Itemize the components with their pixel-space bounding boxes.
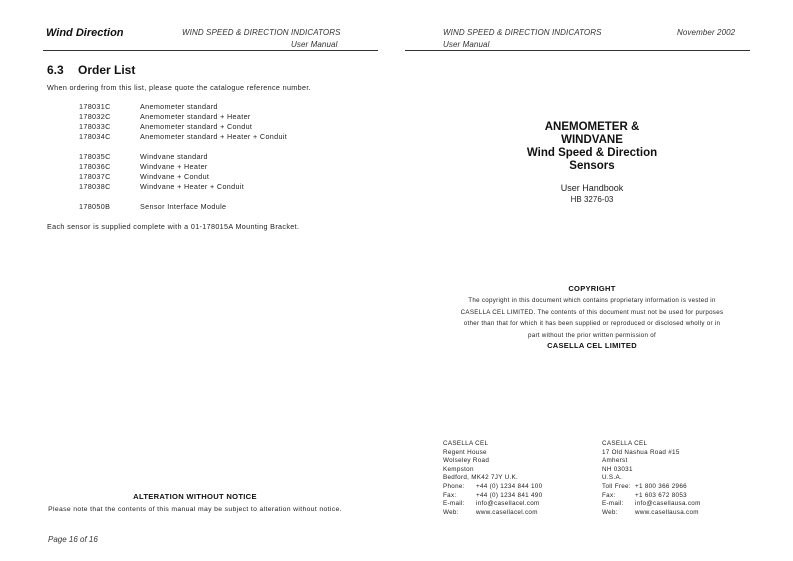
bracket-note: Each sensor is supplied complete with a 01-178015A Mounting Bracket.: [47, 222, 300, 231]
contact-label: Phone:: [443, 482, 465, 490]
right-header-sub: User Manual: [443, 40, 490, 49]
address-line: Bedford, MK42 7JY U.K.: [443, 474, 519, 482]
copyright-line-3: other than that for which it has been supplied or reproduced or disclosed wholly or in: [463, 320, 721, 328]
contact-row: [443, 509, 542, 518]
contact-label: Toll Free:: [602, 482, 631, 490]
catalogue-code: 178034C: [79, 132, 111, 141]
product-description: Anemometer standard + Heater + Conduit: [140, 132, 288, 141]
product-description: Windvane + Heater + Conduit: [140, 182, 245, 191]
contact-row: [443, 483, 542, 492]
copyright-line-1: The copyright in this document which contains proprietary information is vested in: [468, 297, 716, 304]
section-number: 6.3: [47, 63, 64, 77]
handbook-label: User Handbook: [560, 183, 624, 193]
catalogue-code: 178050B: [79, 202, 111, 211]
right-header-rule: [405, 50, 750, 51]
order-row: [79, 172, 379, 182]
title-line-2: WINDVANE: [561, 134, 623, 146]
address-line: Regent House: [443, 448, 487, 456]
left-header-title: Wind Direction: [46, 27, 124, 39]
order-intro: When ordering from this list, please quote the catalogue reference number.: [47, 83, 312, 92]
contact-value: www.casellausa.com: [635, 508, 699, 516]
contact-value: info@casellacel.com: [476, 500, 540, 508]
contact-row: [602, 500, 701, 509]
right-header-date: November 2002: [677, 28, 736, 37]
catalogue-code: 178033C: [79, 122, 111, 131]
contact-value: +44 (0) 1234 844 100: [476, 482, 543, 490]
copyright-title: COPYRIGHT: [568, 284, 616, 293]
copyright-line-2: CASELLA CEL LIMITED. The contents of this document must not be used for purposes: [460, 308, 724, 316]
copyright-owner: CASELLA CEL LIMITED: [547, 340, 637, 350]
title-line-1: ANEMOMETER &: [544, 121, 640, 133]
contact-value: +44 (0) 1234 841 490: [476, 491, 543, 499]
page-number: Page 16 of 16: [48, 535, 98, 544]
product-description: Sensor Interface Module: [140, 202, 227, 211]
alteration-title: ALTERATION WITHOUT NOTICE: [133, 492, 257, 501]
title-line-4: Sensors: [569, 160, 615, 172]
order-row: [79, 102, 379, 112]
catalogue-code: 178031C: [79, 102, 111, 111]
alteration-text: Please note that the contents of this manual may be subject to alteration without notice.: [48, 506, 342, 513]
order-row: [79, 122, 379, 132]
product-description: Anemometer standard + Heater: [140, 112, 251, 121]
address-line: CASELLA CEL: [602, 440, 648, 447]
left-header-doc: WIND SPEED & DIRECTION INDICATORS: [182, 28, 341, 37]
left-header-rule: [43, 50, 378, 51]
right-header-doc: WIND SPEED & DIRECTION INDICATORS: [443, 28, 602, 37]
contact-row: [443, 492, 542, 501]
contact-label: E-mail:: [602, 500, 624, 508]
order-row: [79, 152, 379, 162]
order-group-gap: [79, 192, 379, 202]
contact-row: [602, 509, 701, 518]
copyright-line-4: part without the prior written permission of: [527, 332, 657, 340]
contact-label: Fax:: [602, 491, 616, 499]
catalogue-code: 178038C: [79, 182, 111, 191]
contact-label: E-mail:: [443, 500, 465, 508]
catalogue-code: 178037C: [79, 172, 111, 181]
section-title: Order List: [78, 63, 136, 77]
title-line-3: Wind Speed & Direction: [526, 147, 658, 159]
address-uk: [443, 440, 542, 517]
address-us: [602, 440, 701, 517]
document-title: [432, 121, 752, 206]
contact-value: +1 603 672 8053: [635, 491, 687, 499]
order-row: [79, 112, 379, 122]
handbook-ref: HB 3276-03: [570, 195, 614, 204]
address-line: 17 Old Nashua Road #15: [602, 448, 680, 456]
contact-value: info@casellausa.com: [635, 500, 701, 508]
address-line: U.S.A.: [602, 474, 622, 482]
contact-row: [602, 492, 701, 501]
contact-label: Web:: [602, 508, 618, 516]
copyright-block: [432, 284, 752, 350]
contact-row: [443, 500, 542, 509]
catalogue-code: 178036C: [79, 162, 111, 171]
address-line: NH 03031: [602, 465, 633, 473]
contact-value: +1 800 366 2966: [635, 482, 687, 490]
catalogue-code: 178035C: [79, 152, 111, 161]
contact-value: www.casellacel.com: [476, 508, 538, 516]
product-description: Anemometer standard + Condut: [140, 122, 253, 131]
contact-label: Fax:: [443, 491, 457, 499]
left-header-sub: User Manual: [291, 40, 338, 49]
contact-row: [602, 483, 701, 492]
address-line: CASELLA CEL: [443, 440, 489, 447]
order-row: [79, 182, 379, 192]
product-description: Anemometer standard: [140, 102, 218, 111]
product-description: Windvane + Heater: [140, 162, 208, 171]
order-group-gap: [79, 142, 379, 152]
address-line: Amherst: [602, 457, 628, 465]
address-line: Wolseley Road: [443, 457, 490, 465]
address-line: Kempston: [443, 465, 474, 473]
catalogue-code: 178032C: [79, 112, 111, 121]
order-row: [79, 202, 379, 212]
order-list: [79, 102, 379, 212]
product-description: Windvane standard: [140, 152, 208, 161]
order-row: [79, 162, 379, 172]
product-description: Windvane + Condut: [140, 172, 210, 181]
contact-label: Web:: [443, 508, 459, 516]
order-row: [79, 132, 379, 142]
